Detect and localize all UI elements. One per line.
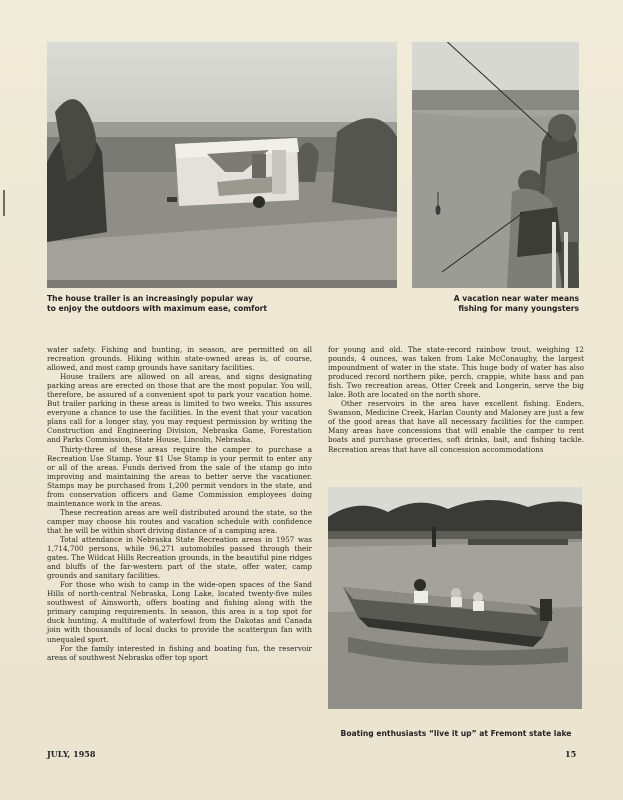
paragraph: for young and old. The state-record rainbow trout, weighing 12 pounds, 4 ounces, was taken from Lake McConaughy, the largest impoundment of water in the state. This huge body of water has also produced record northern pike, perch, crappie, white bass and pan fish. Two recreation areas, Otter Creek and Longerin, serve the big lake. Both are located on the north shore.: [328, 345, 584, 400]
page-number: 15: [565, 749, 577, 759]
trailer-caption-line: The house trailer is an increasingly popular way: [47, 294, 254, 303]
binder-mark: [3, 190, 5, 216]
issue-date: JULY, 1958: [47, 749, 96, 759]
paragraph: For the family interested in fishing and boating fun, the reservoir areas of southwest Nebraska offer top sport: [47, 643, 312, 662]
article-column-right: [328, 345, 584, 480]
fishing-photo: [412, 42, 579, 288]
trailer-caption-line: to enjoy the outdoors with maximum ease, comfort: [47, 304, 268, 313]
fishing-photo-caption: [412, 294, 579, 314]
paragraph: House trailers are allowed on all areas, and signs designating parking areas are erected on those that are the most popular. You will, therefore, be assured of a convenient spot to park your vacation home. But trailer parking in these areas is limited to two weeks. This assures everyone a chance to use the facilities. In the event that your vacation plans call for a longer stay, you may request permission by writing the Construction and Engineering Division, Nebraska Game, Forestation and Parks Commission, State House, Lincoln, Nebraska.: [47, 372, 312, 445]
boating-photo: [328, 487, 582, 709]
paragraph: Other reservoirs in the area have excellent fishing. Enders, Swanson, Medicine Creek, Harlan County and Maloney are just a few of the good areas that have all necessary facilities for the camper. Many areas have concessions that will enable the camper to rent boats and purchase groceries, soft drinks, bait, and fishing tackle. Recreation areas that have all concession accommodations: [328, 399, 584, 454]
trailer-photo: [47, 42, 397, 288]
fishing-caption-line: fishing for many youngsters: [458, 304, 579, 313]
paragraph: water safety. Fishing and hunting, in season, are permitted on all recreation grounds. Hiking within state-owned areas is, of course, allowed, and most camp grounds have sanitary facilities.: [47, 345, 312, 373]
article-column-left: [47, 345, 312, 745]
fishing-caption-line: A vacation near water means: [453, 294, 579, 303]
paragraph: These recreation areas are well distributed around the state, so the camper may choose his routes and vacation schedule with confidence that he will be within short driving distance of a camping area.: [47, 507, 312, 535]
paragraph: Thirty-three of these areas require the camper to purchase a Recreation Use Stamp. Your $1 Use Stamp is your permit to enter any or all of the areas. Funds derived from the sale of the stamp go into improving and maintaining the areas to better serve the vacationer. Stamps may be purchased from 1,200 permit vendors in the state, and from conservation officers and Game Commission employees doing maintenance work in the areas.: [47, 444, 312, 508]
paragraph: Total attendance in Nebraska State Recreation areas in 1957 was 1,714,700 persons, while 96,271 automobiles passed through their gates. The Wildcat Hills Recreation grounds, in the beautiful pine ridges and bluffs of the far-western part of the state, offer water, camp grounds and sanitary facilities.: [47, 534, 312, 581]
trailer-photo-caption: [47, 294, 387, 314]
paragraph: For those who wish to camp in the wide-open spaces of the Sand Hills of north-central Nebraska, Long Lake, located twenty-five miles southwest of Ainsworth, offers boating and fishing along with the primary camping requirements. In season, this area is a top spot for duck hunting. A multitude of waterfowl from the Dakotas and Canada join with thousands of local ducks to provide the scattergun fan with unequaled sport.: [47, 580, 312, 644]
boating-photo-caption: [328, 729, 584, 739]
boating-caption-line: Boating enthusiasts “live it up” at Fremont state lake: [340, 729, 572, 738]
